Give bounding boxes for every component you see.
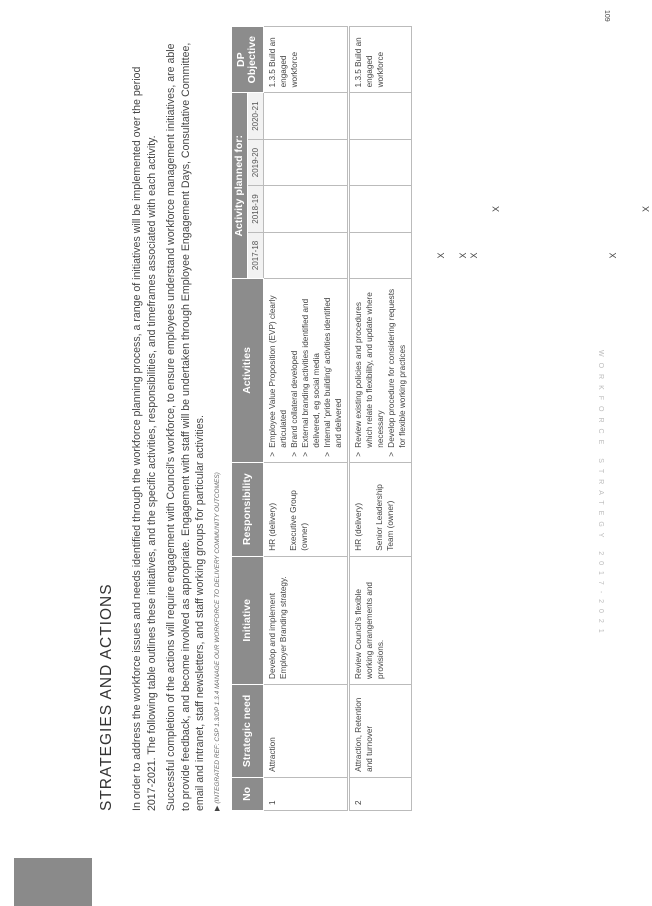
activity-mark: X [640,206,651,213]
activity-mark: X [457,252,468,259]
year-2018-19-cell [348,186,651,232]
responsibility-delivery: HR (delivery) [353,502,363,551]
header-year: 2017-18 [247,232,263,278]
activity-mark: X [490,206,501,213]
activity-item: > Develop procedure for considering requests for flexible working practices [386,284,408,457]
activity-item: > Brand collateral developed [289,284,300,457]
integrated-reference [213,41,221,811]
page-number: 109 [603,10,610,22]
row-number: 2 [348,777,411,810]
header-year: 2020-21 [247,93,263,139]
year-2018-19-cell [263,186,501,232]
activity-item: > External branding activities identified and delivered, eg social media [300,284,322,457]
row-number: 1 [263,777,348,810]
header-responsibility: Responsibility [231,462,263,556]
year-2017-18-cell [263,232,479,278]
header-no: No [231,777,263,810]
activity-mark: X [435,252,446,259]
year-2019-20-cell [263,139,348,185]
header-year: 2019-20 [247,139,263,185]
activity-mark: X [607,252,618,259]
footer-title: WORKFORCE STRATEGY 2017-2021 [597,350,604,639]
page-heading: STRATEGIES AND ACTIONS [98,583,115,811]
activity-mark: X [468,252,479,259]
activities-cell [263,279,348,463]
dp-objective-cell: 1.3.5 Build an engaged workforce [263,27,348,93]
header-dp-objective: DP Objective [231,27,263,93]
header-strategic-need: Strategic need [231,684,263,777]
integrated-reference-text: (INTEGRATED REF: CSP 1.3/DP 1.3.4 MANAGE OUR WORKFORCE TO DELIVERY COMMUNITY OUTCOMES) [213,472,221,804]
responsibility-owner: Senior Leadership Team (owner) [374,484,395,551]
engagement-paragraph: Successful completion of the actions will require engagement with Council's workforce, to ensure employees understand workforce management initiatives, are able to provide feedback, and become involved as appropriate. Engagement with staff will be undertaken through Employee Engagement Days, Consultative Committee, email and intranet, staff newsletters, and staff working groups for particular activities. [165,42,207,811]
triangle-icon: ▶ [213,805,221,811]
table-row [348,27,411,811]
header-year: 2018-19 [247,186,263,232]
dp-objective-cell: 1.3.5 Build an engaged workforce [348,27,411,93]
activities-cell [348,279,411,463]
year-2017-18-cell [348,232,618,278]
responsibility-cell [348,462,411,556]
activity-item: > Employee Value Proposition (EVP) clearly articulated [267,284,289,457]
table-row [263,27,348,811]
responsibility-owner: Executive Group (owner) [288,490,309,551]
responsibility-delivery: HR (delivery) [267,502,277,551]
intro-paragraph: In order to address the workforce issues and needs identified through the workforce planning process, a range of initiatives will be implemented over the period 2017-2021. The following table outlines these initiatives, and the specific activities, responsibilities, and timeframes associated with each activity. [131,66,158,811]
year-2019-20-cell [348,139,411,185]
strategic-need-cell: Attraction, Retention and turnover [348,684,411,777]
initiative-cell: Review Council's flexible working arrangements and provisions. [348,556,411,684]
strategic-need-cell: Attraction [263,684,348,777]
responsibility-cell [263,462,348,556]
header-activity-planned: Activity planned for: [231,93,247,279]
year-2020-21-cell [348,93,411,139]
year-2020-21-cell [263,93,348,139]
activity-item: > Internal 'pride building' activities identified and delivered [322,284,344,457]
header-activities: Activities [231,279,263,463]
activity-item: > Review existing policies and procedures which relate to flexibility, and update where necessary [353,284,386,457]
initiative-cell: Develop and implement Employer Branding strategy. [263,556,348,684]
header-initiative: Initiative [231,556,263,684]
